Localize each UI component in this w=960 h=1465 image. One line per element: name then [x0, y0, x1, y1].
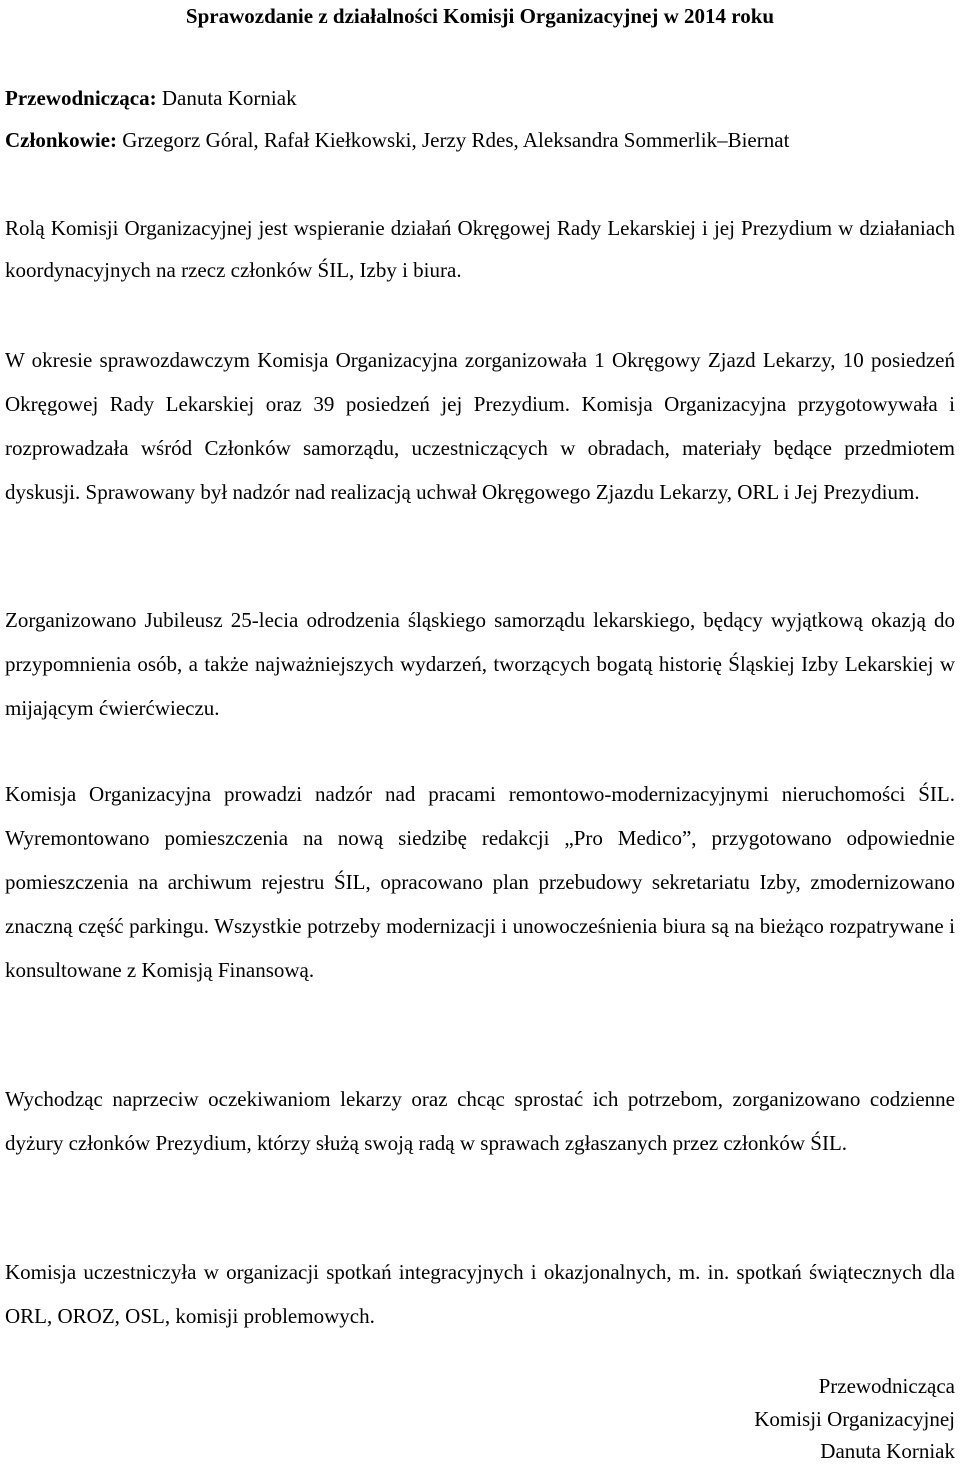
paragraph-renovation	[5, 772, 955, 992]
signature-role: Przewodnicząca	[818, 1374, 955, 1398]
paragraph-text: W okresie sprawozdawczym Komisja Organizacyjna zorganizowała 1 Okręgowy Zjazd Lekarzy, 10 posiedzeń Okręgowej Rady Lekarskiej oraz 39 posiedzeń jej Prezydium. Komisja Organizacyjna przygotowywała i rozprowadzała wśród Członków samorządu, uczestniczących w obradach, materiały będące przedmiotem dyskusji. Sprawowany był nadzór nad realizacją uchwał Okręgowego Zjazdu Lekarzy, ORL i Jej Prezydium.	[5, 348, 955, 504]
paragraph-text: Zorganizowano Jubileusz 25-lecia odrodzenia śląskiego samorządu lekarskiego, będący wyjątkową okazją do przypomnienia osób, a także najważniejszych wydarzeń, tworzących bogatą historię Śląskiej Izby Lekarskiej w mijającym ćwierćwieczu.	[5, 608, 955, 720]
chair-label: Przewodnicząca:	[5, 86, 157, 110]
members-label: Członkowie:	[5, 128, 117, 152]
paragraph-text: Wychodząc naprzeciw oczekiwaniom lekarzy oraz chcąc sprostać ich potrzebom, zorganizowano codzienne dyżury członków Prezydium, którzy służą swoją radą w sprawach zgłaszanych przez członków ŚIL.	[5, 1087, 955, 1155]
signature-name: Danuta Korniak	[820, 1439, 955, 1463]
paragraph-text: Rolą Komisji Organizacyjnej jest wspieranie działań Okręgowej Rady Lekarskiej i jej Prezydium w działaniach koordynacyjnych na rzecz członków ŚIL, Izby i biura.	[5, 216, 955, 282]
paragraph-role	[5, 207, 955, 291]
members-value: Grzegorz Góral, Rafał Kiełkowski, Jerzy Rdes, Aleksandra Sommerlik–Biernat	[117, 128, 790, 152]
signature-block	[754, 1372, 955, 1465]
document-page	[5, 0, 955, 1463]
document-title: Sprawozdanie z działalności Komisji Organizacyjnej w 2014 roku	[185, 4, 775, 28]
paragraph-meetings	[5, 338, 955, 514]
paragraph-jubilee	[5, 598, 955, 730]
chair-value: Danuta Korniak	[156, 86, 297, 110]
paragraph-events	[5, 1250, 955, 1338]
paragraph-text: Komisja Organizacyjna prowadzi nadzór nad pracami remontowo-modernizacyjnymi nieruchomości ŚIL. Wyremontowano pomieszczenia na nową siedzibę redakcji „Pro Medico”, przygotowano odpowiednie pomieszczenia na archiwum rejestru ŚIL, opracowano plan przebudowy sekretariatu Izby, zmodernizowano znaczną część parkingu. Wszystkie potrzeby modernizacji i unowocześnienia biura są na bieżąco rozpatrywane i konsultowane z Komisją Finansową.	[5, 782, 955, 982]
chair-line	[5, 84, 297, 112]
members-line	[5, 126, 789, 154]
paragraph-duty-hours	[5, 1077, 955, 1165]
signature-committee: Komisji Organizacyjnej	[754, 1407, 955, 1431]
paragraph-text: Komisja uczestniczyła w organizacji spotkań integracyjnych i okazjonalnych, m. in. spotkań świątecznych dla ORL, OROZ, OSL, komisji problemowych.	[5, 1260, 955, 1328]
